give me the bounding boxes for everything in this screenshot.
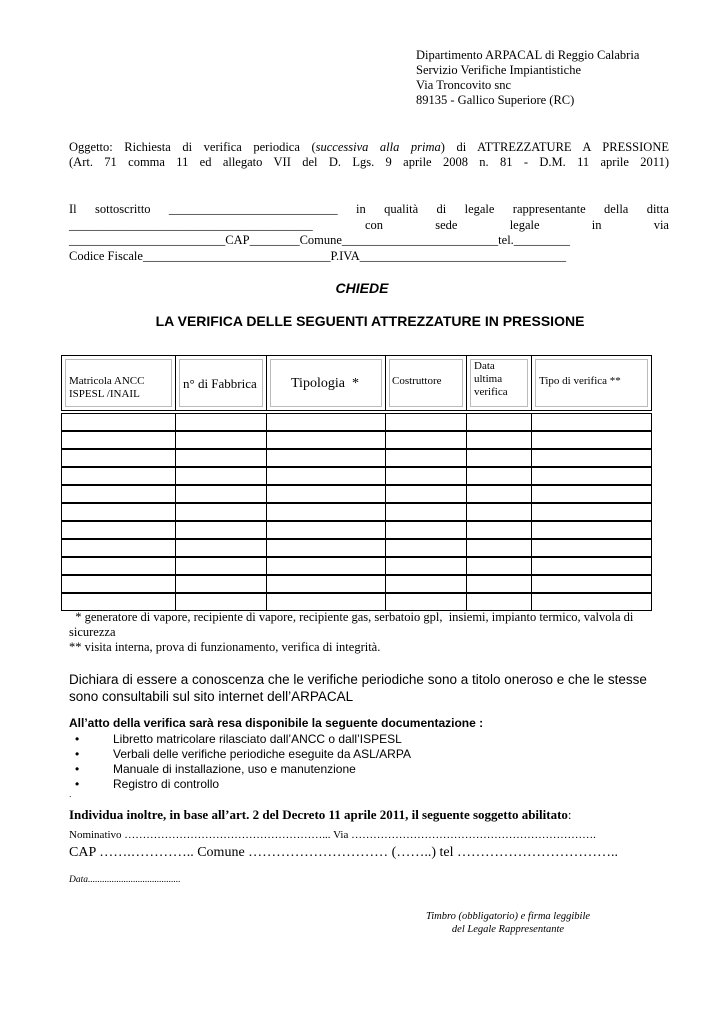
- subject-line-1: [69, 140, 669, 155]
- bullet-icon: •: [75, 747, 80, 761]
- table-cell[interactable]: [61, 413, 176, 431]
- table-cell[interactable]: [61, 431, 176, 449]
- individua-text: Individua inoltre, in base all’art. 2 del Decreto 11 aprile 2011, il seguente soggetto abilitato: [69, 807, 568, 822]
- subject-line-2: (Art. 71 comma 11 ed allegato VII del D. Lgs. 9 aprile 2008 n. 81 - D.M. 11 aprile 2011): [69, 155, 669, 169]
- table-row: [61, 431, 652, 449]
- table-cell[interactable]: [175, 539, 267, 557]
- table-cell[interactable]: [466, 539, 532, 557]
- table-cell[interactable]: [385, 593, 467, 611]
- table-cell[interactable]: [531, 449, 652, 467]
- nominativo-line[interactable]: Nominativo ………………………………………………... Via ………………………………………………………….: [69, 829, 596, 841]
- header-label: Costruttore: [392, 375, 442, 387]
- table-cell[interactable]: [466, 431, 532, 449]
- table-cell[interactable]: [175, 593, 267, 611]
- table-cell[interactable]: [175, 503, 267, 521]
- fiscal-fields-line[interactable]: Codice Fiscale______________________________P.IVA_________________________________: [69, 248, 566, 263]
- table-cell[interactable]: [466, 413, 532, 431]
- table-row: [61, 539, 652, 557]
- table-cell[interactable]: [466, 503, 532, 521]
- table-cell[interactable]: [466, 557, 532, 575]
- table-row: [61, 575, 652, 593]
- table-cell[interactable]: [466, 593, 532, 611]
- table-cell[interactable]: [61, 449, 176, 467]
- bullet-icon: •: [75, 732, 80, 746]
- note-tipo-verifica: ** visita interna, prova di funzionamento, verifica di integrità.: [69, 640, 381, 654]
- table-cell[interactable]: [175, 575, 267, 593]
- subject-prefix: Oggetto: Richiesta di verifica periodica (: [69, 140, 316, 154]
- list-item-text: Libretto matricolare rilasciato dall’ANCC o dall’ISPESL: [113, 732, 402, 746]
- table-cell[interactable]: [266, 575, 386, 593]
- header-label: Matricola ANCC ISPESL /INAIL: [69, 375, 145, 400]
- table-row: [61, 449, 652, 467]
- signature-label-2: del Legale Rappresentante: [451, 924, 565, 935]
- table-cell[interactable]: [61, 557, 176, 575]
- individua-heading: [69, 807, 572, 823]
- table-cell[interactable]: [385, 575, 467, 593]
- header-cell-tipologia: [266, 355, 386, 411]
- table-cell[interactable]: [531, 557, 652, 575]
- declarant-line-1: [69, 202, 669, 218]
- table-cell[interactable]: [266, 503, 386, 521]
- header-cell-data-verifica: [466, 355, 532, 411]
- table-cell[interactable]: [266, 485, 386, 503]
- table-cell[interactable]: [466, 449, 532, 467]
- cap-comune-line[interactable]: CAP …….………….. Comune ………………………… (……..) tel ……………………………..: [69, 845, 618, 860]
- table-cell[interactable]: [466, 467, 532, 485]
- table-cell[interactable]: [266, 449, 386, 467]
- table-cell[interactable]: [61, 467, 176, 485]
- word: via: [653, 217, 669, 232]
- table-cell[interactable]: [266, 593, 386, 611]
- header-cell-costruttore: [385, 355, 467, 411]
- table-cell[interactable]: [61, 539, 176, 557]
- word: della: [604, 202, 629, 216]
- table-cell[interactable]: [385, 431, 467, 449]
- word: sede: [435, 217, 458, 232]
- recipient-address: [416, 48, 639, 108]
- table-cell[interactable]: [175, 557, 267, 575]
- table-cell[interactable]: [466, 575, 532, 593]
- individua-colon: :: [567, 807, 572, 822]
- word: legale: [464, 202, 495, 216]
- table-cell[interactable]: [266, 539, 386, 557]
- list-item-text: Registro di controllo: [113, 777, 220, 791]
- list-item: [69, 747, 411, 762]
- address-line: 89135 - Gallico Superiore (RC): [416, 93, 575, 107]
- signature-block: [418, 910, 598, 936]
- documentation-list: [69, 732, 411, 792]
- address-line: Dipartimento ARPACAL di Reggio Calabria: [416, 48, 640, 62]
- table-cell[interactable]: [266, 521, 386, 539]
- table-cell[interactable]: [175, 485, 267, 503]
- table-cell[interactable]: [385, 449, 467, 467]
- date-field[interactable]: Data.......................................: [69, 875, 181, 885]
- address-line: Servizio Verifiche Impiantistiche: [416, 63, 581, 77]
- header-label: Tipo di verifica **: [539, 375, 621, 387]
- table-cell[interactable]: [385, 503, 467, 521]
- address-line: Via Troncovito snc: [416, 78, 512, 92]
- table-cell[interactable]: [385, 485, 467, 503]
- bullet-icon: •: [75, 762, 80, 776]
- table-cell[interactable]: [61, 503, 176, 521]
- word: qualità: [384, 202, 419, 216]
- name-field[interactable]: ___________________________: [168, 202, 338, 216]
- stray-dot: .: [69, 789, 72, 799]
- table-cell[interactable]: [61, 521, 176, 539]
- word: rappresentante: [512, 202, 586, 216]
- table-cell[interactable]: [175, 521, 267, 539]
- table-row: [61, 521, 652, 539]
- table-cell[interactable]: [385, 521, 467, 539]
- list-item-text: Verbali delle verifiche periodiche eseguite da ASL/ARPA: [113, 747, 411, 761]
- word: in: [591, 217, 602, 232]
- table-notes: [69, 610, 669, 655]
- table-cell[interactable]: [61, 593, 176, 611]
- word: con: [364, 217, 384, 232]
- table-cell[interactable]: [175, 431, 267, 449]
- table-cell[interactable]: [266, 557, 386, 575]
- table-cell[interactable]: [61, 485, 176, 503]
- documentation-title: All’atto della verifica sarà resa disponibile la seguente documentazione :: [69, 716, 484, 730]
- declaration-text: Dichiara di essere a conoscenza che le verifiche periodiche sono a titolo oneroso e che le stesse sono consultabili sul sito internet dell’ARPACAL: [69, 672, 647, 704]
- table-row: [61, 557, 652, 575]
- table-cell[interactable]: [531, 503, 652, 521]
- signature-label-1: Timbro (obbligatorio) e firma leggibile: [425, 911, 591, 922]
- table-row: [61, 467, 652, 485]
- table-cell[interactable]: [531, 575, 652, 593]
- table-cell[interactable]: [385, 467, 467, 485]
- address-fields-line[interactable]: _________________________CAP________Comune_________________________tel._________: [69, 233, 571, 247]
- table-cell[interactable]: [466, 485, 532, 503]
- word: legale: [509, 217, 540, 232]
- word: ditta: [646, 202, 669, 216]
- declarant-block: [69, 202, 669, 264]
- bullet-icon: •: [75, 777, 80, 791]
- header-label: Data ultima verifica: [474, 360, 508, 398]
- table-cell[interactable]: [385, 557, 467, 575]
- table-cell[interactable]: [385, 539, 467, 557]
- list-item: [69, 762, 411, 777]
- table-row: [61, 413, 652, 431]
- header-cell-tipo-verifica: [531, 355, 652, 411]
- table-cell[interactable]: [175, 413, 267, 431]
- header-cell-fabbrica: [175, 355, 267, 411]
- table-cell[interactable]: [266, 467, 386, 485]
- table-cell[interactable]: [466, 521, 532, 539]
- list-item: [69, 777, 411, 792]
- header-label: n° di Fabbrica: [183, 376, 257, 391]
- subject-italic: successiva alla prima: [315, 140, 441, 154]
- table-cell[interactable]: [531, 467, 652, 485]
- table-cell[interactable]: [266, 413, 386, 431]
- word: di: [436, 202, 447, 216]
- table-cell[interactable]: [531, 521, 652, 539]
- table-cell[interactable]: [175, 449, 267, 467]
- request-heading: LA VERIFICA DELLE SEGUENTI ATTREZZATURE IN PRESSIONE: [155, 313, 585, 329]
- table-cell[interactable]: [531, 431, 652, 449]
- list-item: [69, 732, 411, 747]
- declarant-line-2: [69, 218, 669, 234]
- header-label: Tipologia *: [291, 376, 359, 391]
- table-cell[interactable]: [61, 575, 176, 593]
- table-cell[interactable]: [266, 431, 386, 449]
- list-item-text: Manuale di installazione, uso e manutenzione: [113, 762, 356, 776]
- table-cell[interactable]: [531, 539, 652, 557]
- header-cell-matricola: [61, 355, 176, 411]
- word: sottoscritto: [95, 202, 151, 216]
- table-cell[interactable]: [531, 413, 652, 431]
- table-cell[interactable]: [175, 467, 267, 485]
- table-cell[interactable]: [385, 413, 467, 431]
- word: in: [356, 202, 366, 216]
- subject-block: [69, 140, 669, 170]
- company-field[interactable]: _______________________________________: [69, 217, 313, 232]
- table-row: [61, 593, 652, 611]
- table-row: [61, 485, 652, 503]
- subject-suffix: ) di ATTREZZATURE A PRESSIONE: [440, 140, 669, 154]
- table-cell[interactable]: [531, 485, 652, 503]
- note-tipologia: * generatore di vapore, recipiente di vapore, recipiente gas, serbatoio gpl, insiemi, impianto termico, valvola di sicurezza: [69, 610, 637, 639]
- word: Il: [69, 202, 77, 216]
- table-cell[interactable]: [531, 593, 652, 611]
- table-row: [61, 503, 652, 521]
- chiede-heading: CHIEDE: [335, 280, 389, 296]
